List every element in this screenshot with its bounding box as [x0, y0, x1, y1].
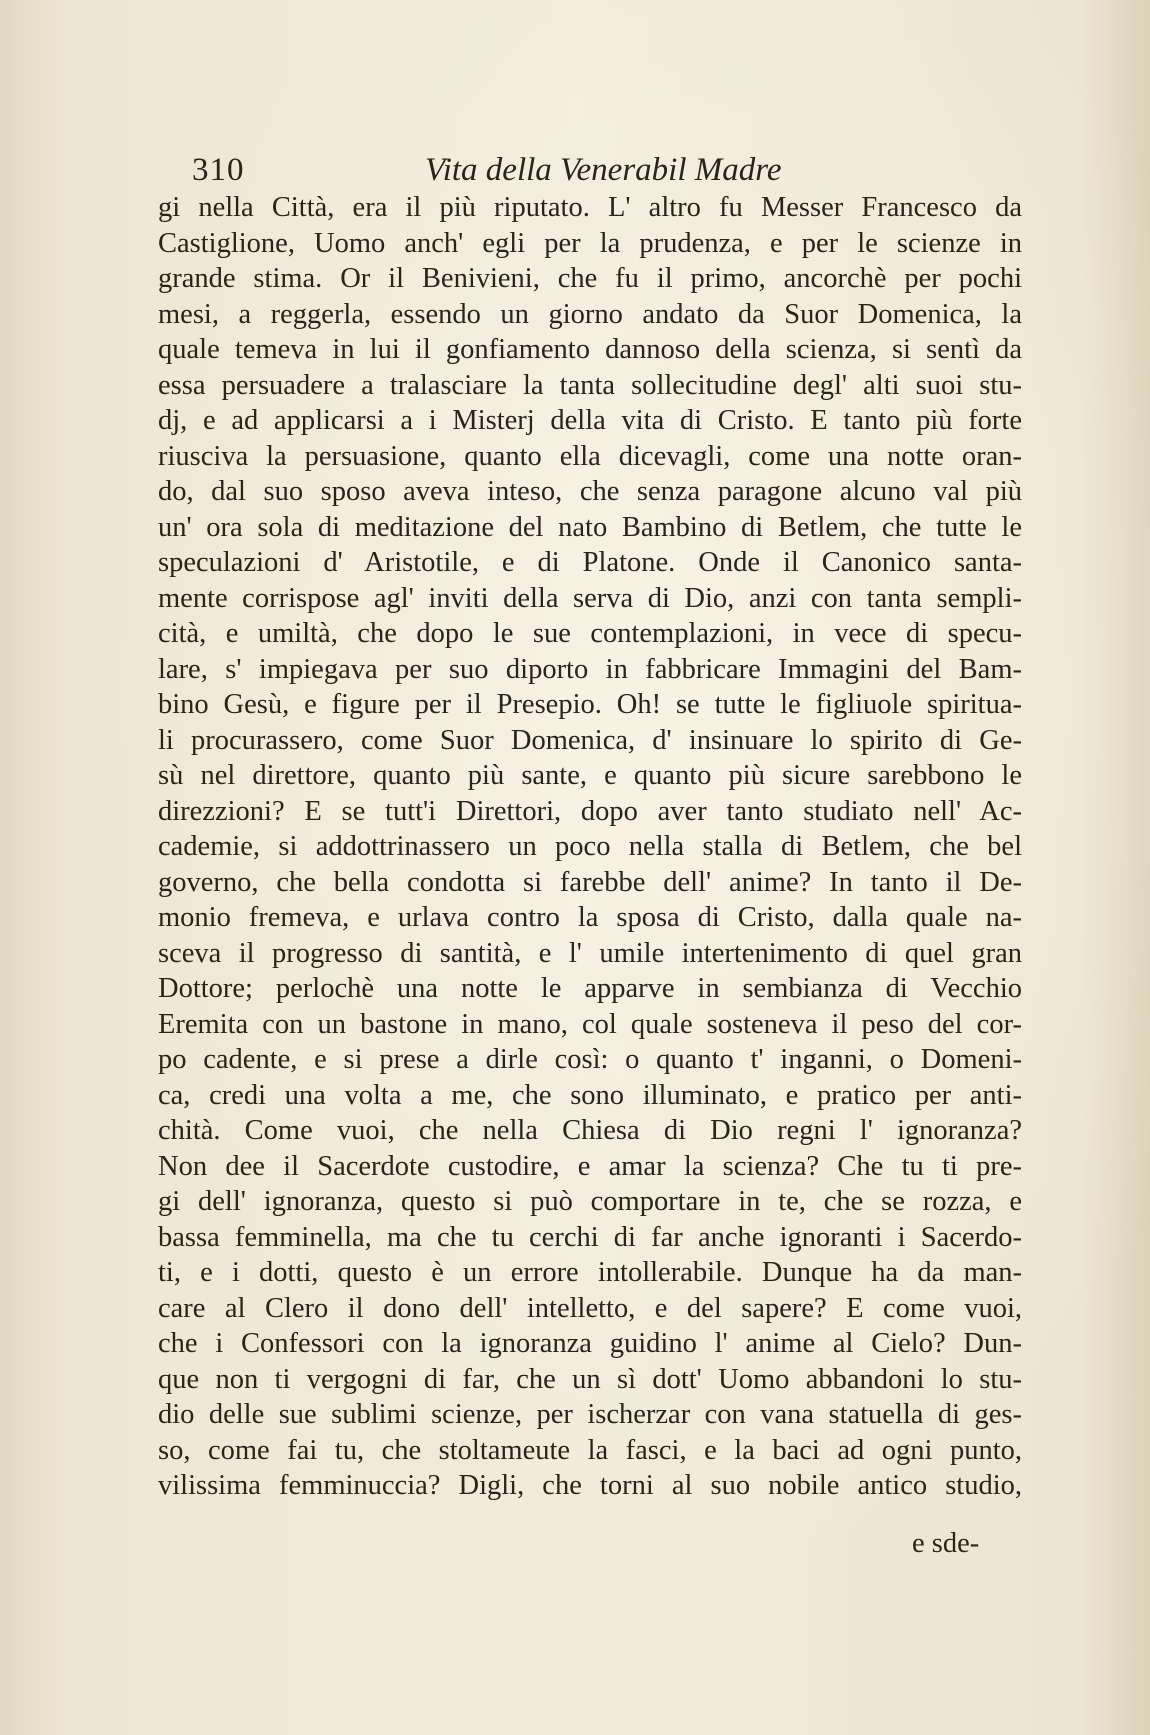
text-line: Non dee il Sacerdote custodire, e amar la scienza? Che tu ti pre-: [158, 1150, 1022, 1182]
text-line: essa persuadere a tralasciare la tanta sollecitudine degl' alti suoi stu-: [158, 369, 1022, 401]
text-line: Eremita con un bastone in mano, col quale sosteneva il peso del cor-: [158, 1008, 1022, 1040]
text-line: bassa femminella, ma che tu cerchi di far anche ignoranti i Sacerdo-: [158, 1221, 1022, 1253]
text-line: bino Gesù, e figure per il Presepio. Oh! se tutte le figliuole spiritua-: [158, 689, 1022, 720]
text-line: chità. Come vuoi, che nella Chiesa di Dio regni l' ignoranza?: [158, 1115, 1022, 1146]
running-title: Vita della Venerabil Madre: [425, 152, 782, 188]
text-line: dio delle sue sublimi scienze, per ischerzar con vana statuella di ges-: [158, 1399, 1022, 1430]
text-line: gi dell' ignoranza, questo si può comportare in te, che se rozza, e: [158, 1186, 1022, 1217]
text-line: li procurassero, come Suor Domenica, d' insinuare lo spirito di Ge-: [158, 724, 1022, 756]
page-number: 310: [192, 152, 245, 188]
text-line: sceva il progresso di santità, e l' umile intertenimento di quel gran: [158, 937, 1022, 969]
body-text: [158, 190, 1022, 1504]
text-line: riusciva la persuasione, quanto ella dicevagli, come una notte oran-: [158, 440, 1022, 472]
text-line: care al Clero il dono dell' intelletto, e del sapere? E come vuoi,: [158, 1292, 1022, 1324]
text-line: speculazioni d' Aristotile, e di Platone. Onde il Canonico santa-: [158, 547, 1022, 578]
text-line: cità, e umiltà, che dopo le sue contemplazioni, in vece di specu-: [158, 618, 1022, 649]
text-line: que non ti vergogni di far, che un sì dott' Uomo abbandoni lo stu-: [158, 1363, 1022, 1395]
text-line: mente corrispose agl' inviti della serva di Dio, anzi con tanta sempli-: [158, 582, 1022, 614]
text-line: Castiglione, Uomo anch' egli per la prudenza, e per le scienze in: [158, 227, 1022, 259]
text-line: che i Confessori con la ignoranza guidino l' anime al Cielo? Dun-: [158, 1328, 1022, 1359]
text-line: monio fremeva, e urlava contro la sposa di Cristo, dalla quale na-: [158, 902, 1022, 933]
text-line: ca, credi una volta a me, che sono illuminato, e pratico per anti-: [158, 1079, 1022, 1111]
text-line: grande stima. Or il Benivieni, che fu il primo, ancorchè per pochi: [158, 263, 1022, 294]
text-line: sù nel direttore, quanto più sante, e quanto più sicure sarebbono le: [158, 760, 1022, 791]
text-line: vilissima femminuccia? Digli, che torni al suo nobile antico studio,: [158, 1470, 1022, 1501]
text-line: quale temeva in lui il gonfiamento dannoso della scienza, si sentì da: [158, 334, 1022, 365]
text-line: cademie, si addottrinassero un poco nella stalla di Betlem, che bel: [158, 831, 1022, 862]
text-line: po cadente, e si prese a dirle così: o quanto t' inganni, o Domeni-: [158, 1044, 1022, 1075]
text-line: governo, che bella condotta si farebbe dell' anime? In tanto il De-: [158, 866, 1022, 898]
text-line: dj, e ad applicarsi a i Misterj della vita di Cristo. E tanto più forte: [158, 405, 1022, 436]
text-line: do, dal suo sposo aveva inteso, che senza paragone alcuno val più: [158, 476, 1022, 507]
text-line: so, come fai tu, che stoltameute la fasci, e la baci ad ogni punto,: [158, 1434, 1022, 1466]
text-line: gi nella Città, era il più riputato. L' altro fu Messer Francesco da: [158, 192, 1022, 223]
text-line: direzzioni? E se tutt'i Direttori, dopo aver tanto studiato nell' Ac-: [158, 795, 1022, 827]
text-line: un' ora sola di meditazione del nato Bambino di Betlem, che tutte le: [158, 511, 1022, 543]
text-line: mesi, a reggerla, essendo un giorno andato da Suor Domenica, la: [158, 298, 1022, 330]
text-line: Dottore; perlochè una notte le apparve in sembianza di Vecchio: [158, 973, 1022, 1004]
catchword: e sde-: [912, 1528, 980, 1559]
text-line: ti, e i dotti, questo è un errore intollerabile. Dunque ha da man-: [158, 1257, 1022, 1288]
text-line: lare, s' impiegava per suo diporto in fabbricare Immagini del Bam-: [158, 653, 1022, 685]
